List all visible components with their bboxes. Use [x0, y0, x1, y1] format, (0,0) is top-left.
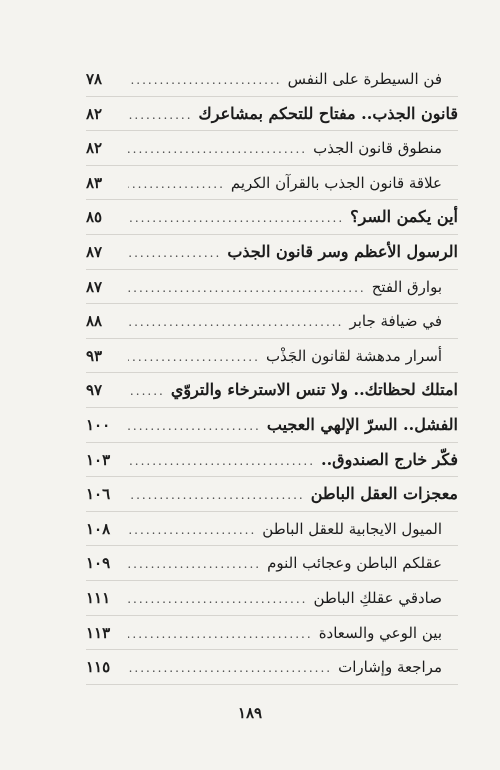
toc-entry	[86, 512, 458, 547]
toc-entry	[86, 235, 458, 270]
toc-entry-page: ٨٨	[86, 312, 103, 331]
toc-entry	[86, 616, 458, 651]
toc-entry-page: ٧٨	[86, 70, 103, 88]
toc-entry	[86, 200, 458, 235]
dot-leader	[128, 409, 261, 444]
toc-entry-title: الرسول الأعظم وسر قانون الجذب	[227, 241, 458, 261]
toc-entry-title: قانون الجذب.. مفتاح للتحكم بمشاعرك	[198, 103, 458, 123]
toc-entry-title: علاقة قانون الجذب بالقرآن الكريم	[230, 173, 442, 192]
toc-entry-page: ٨٢	[86, 104, 103, 123]
toc-entry-title: صادقي عقلكِ الباطن	[313, 588, 442, 607]
dot-leader	[128, 305, 343, 340]
toc-entry-title: أسرار مدهشة لقانون الجَذْب	[265, 346, 442, 365]
dot-leader	[128, 478, 305, 513]
toc-entry-title: فكّر خارج الصندوق..	[321, 449, 458, 469]
toc-entry-title: في ضيافة جابر	[349, 312, 442, 331]
toc-entry-page: ١٠٩	[86, 554, 111, 573]
toc-entry-title: عقلكم الباطن وعجائب النوم	[267, 554, 442, 573]
toc-entry	[86, 546, 458, 581]
dot-leader	[128, 236, 221, 271]
toc-entry-page: ٩٣	[86, 346, 103, 365]
toc-entry	[86, 650, 458, 685]
dot-leader	[128, 132, 307, 167]
toc-entry-title: فن السيطرة على النفس	[287, 70, 442, 88]
toc-entry	[86, 270, 458, 305]
dot-leader	[128, 374, 165, 409]
toc-entry-page: ١٠٨	[86, 519, 111, 538]
dot-leader	[128, 201, 344, 236]
toc-entry-title: أين يكمن السر؟	[350, 207, 458, 227]
toc-entry-title: مراجعة وإشارات	[338, 658, 442, 677]
toc-entry-title: بوارق الفتح	[371, 277, 442, 296]
toc-entry	[86, 62, 458, 97]
toc-entry-title: الفشل.. السرّ الإلهي العجيب	[266, 414, 458, 434]
toc-entry	[86, 581, 458, 616]
toc-entry	[86, 97, 458, 132]
toc-entry-title: الميول الايجابية للعقل الباطن	[262, 519, 442, 538]
toc-entry-page: ١١٥	[86, 658, 111, 677]
toc-entry-page: ١١٣	[86, 623, 111, 642]
toc-entry	[86, 443, 458, 478]
dot-leader	[128, 513, 256, 548]
table-of-contents	[86, 62, 458, 685]
page-number: ١٨٩	[237, 704, 263, 722]
dot-leader	[128, 271, 366, 306]
toc-entry	[86, 408, 458, 443]
dot-leader	[128, 617, 313, 652]
toc-entry	[86, 373, 458, 408]
toc-entry	[86, 339, 458, 374]
toc-entry	[86, 131, 458, 166]
dot-leader	[128, 582, 307, 617]
toc-entry-page: ١٠٠	[86, 415, 111, 434]
dot-leader	[128, 651, 332, 686]
toc-entry-page: ٨٢	[86, 139, 103, 158]
toc-entry-title: امتلك لحظاتك.. ولا تنس الاسترخاء والتروّي	[170, 380, 458, 400]
toc-entry-page: ١٠٣	[86, 450, 111, 469]
toc-entry-title: منطوق قانون الجذب	[313, 139, 442, 158]
toc-entry-page: ١٠٦	[86, 485, 111, 504]
toc-entry-page: ٨٣	[86, 173, 103, 192]
toc-entry	[86, 166, 458, 201]
toc-entry-page: ٨٧	[86, 242, 103, 261]
dot-leader	[128, 63, 282, 98]
dot-leader	[128, 444, 315, 479]
toc-entry	[86, 477, 458, 512]
dot-leader	[128, 98, 193, 133]
toc-entry-title: بين الوعي والسعادة	[318, 623, 442, 642]
dot-leader	[128, 340, 260, 375]
toc-entry	[86, 304, 458, 339]
toc-entry-page: ٩٧	[86, 381, 103, 400]
dot-leader	[128, 167, 225, 202]
dot-leader	[128, 547, 261, 582]
toc-entry-title: معجزات العقل الباطن	[310, 484, 458, 504]
toc-entry-page: ١١١	[86, 588, 111, 607]
toc-entry-page: ٨٥	[86, 208, 103, 227]
toc-entry-page: ٨٧	[86, 277, 103, 296]
